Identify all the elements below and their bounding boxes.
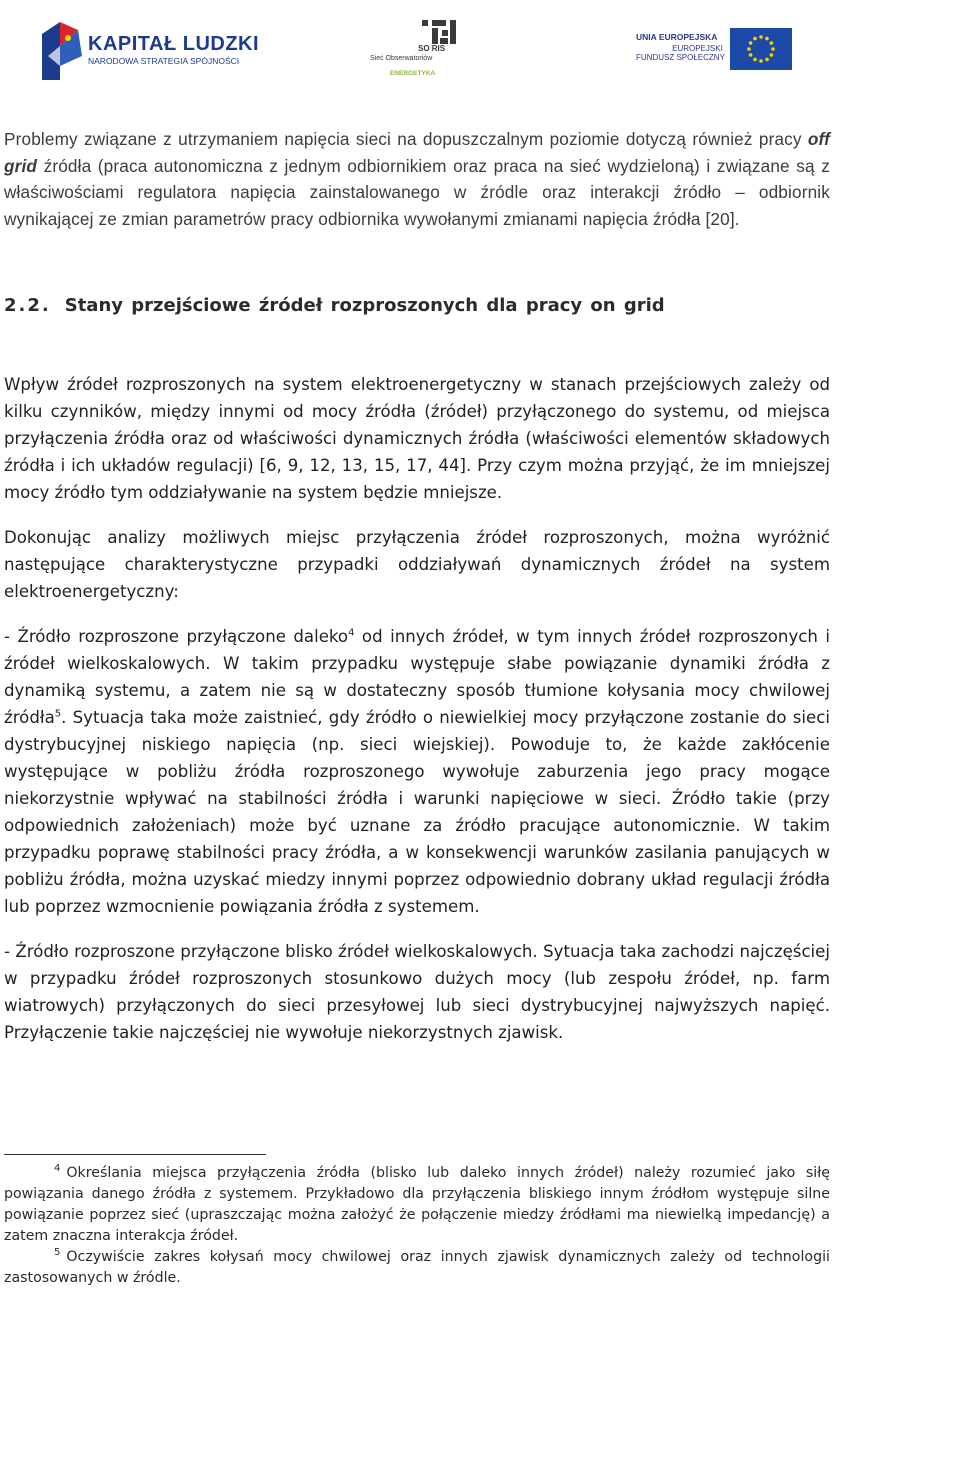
kapital-ludzki-title: KAPITAŁ LUDZKI — [88, 33, 260, 55]
footnote-ref-4[interactable]: 4 — [348, 627, 355, 639]
footnote-5-text: Oczywiście zakres kołysań mocy chwilowej oraz innych zjawisk dynamicznych zależy od technologii zastosowanych w źródle. — [4, 1249, 830, 1286]
eu-star — [753, 58, 757, 62]
eu-star — [770, 53, 774, 57]
footnote-5-number: 5 — [54, 1247, 61, 1259]
paragraph-intro-text-1: Problemy związane z utrzymaniem napięcia sieci na dopuszczalnym poziomie dotyczą również pracy — [4, 129, 808, 149]
ris-subtitle: Sieć Obserwatoriów — [370, 55, 433, 62]
eu-star — [753, 37, 757, 41]
ris-title: SO RIS — [418, 44, 446, 53]
paragraph-intro-text-2: źródła (praca autonomiczna z jednym odbiornikiem oraz praca na sieć wydzieloną) i związane są z właściwościami regulatora napięcia zainstalowanego w źródle oraz interakcji źródło – odbiornik wynikającej ze zmian parametrów pracy odbiornika wywołanymi zmianami napięcia źródła [20]. — [4, 155, 830, 229]
footnote-4-number: 4 — [54, 1163, 61, 1175]
kapital-ludzki-logo — [38, 14, 260, 84]
eu-star — [771, 47, 775, 51]
footnotes — [4, 1154, 830, 1289]
case-far-text-3: . Sytuacja taka może zaistnieć, gdy źródło o niewielkiej mocy przyłączone zostanie do sieci dystrybucyjnej niskiego napięcia (np. sieci wiejskiej). Powoduje to, że każde zakłócenie występujące w pobliżu źródła rozproszonego wywołuje zaburzenia jego pracy mogące niekorzystnie wpływać na stabilności źródła i warunki napięciowe w sieci. Źródło takie (przy odpowiednich założeniach) może być uznane za źródło pracujące autonomicznie. W takim przypadku poprawę stabilności pracy źródła, a w konsekwencji warunków zasilania panujących w pobliżu źródła, można uzyskać miedzy innymi poprzez odpowiednio dobrany układ regulacji źródła lub poprzez wzmocnienie powiązania źródła z systemem. — [4, 708, 830, 916]
footnote-4-text: Określania miejsca przyłączenia źródła (blisko lub daleko innych źródeł) należy rozumieć jako siłę powiązania danego źródła z systemem. Przykładowo dla przyłączenia bliskiego innym źródłom występuje silne powiązanie poprzez sieć (upraszczając można założyć że połączenie miedzy źródłami ma niewielką impedancję) a zatem znaczna interakcja źródeł. — [4, 1165, 830, 1244]
case-far-text-1: - Źródło rozproszone przyłączone daleko — [4, 627, 349, 646]
eu-star — [749, 53, 753, 57]
paragraph-influence: Wpływ źródeł rozproszonych na system elektroenergetyczny w stanach przejściowych zależy od kilku czynników, między innymi od mocy źródła (źródeł) przyłączonego do systemu, od miejsca przyłączenia źródła oraz od właściwości dynamicznych źródła (właściwości elementów składowych źródła i ich układów regulacji) [6, 9, 12, 13, 15, 17, 44]. Przy czym można przyjąć, że im mniejszej mocy źródło tym oddziaływanie na system będzie mniejsze. — [4, 375, 830, 502]
paragraph-case-near: - Źródło rozproszone przyłączone blisko źródeł wielkoskalowych. Sytuacja taka zachodzi najczęściej w przypadku źródeł rozproszonych stosunkowo dużych mocy (lub zespołu źródeł, np. farm wiatrowych) przyłączonych do sieci przesyłowej lub sieci dystrybucyjnej najwyższych napięć. Przyłączenie takie najczęściej nie wywołuje niekorzystnych zjawisk. — [4, 942, 830, 1042]
eu-star — [759, 35, 763, 39]
eu-title: UNIA EUROPEJSKA — [636, 32, 718, 42]
eu-star — [770, 41, 774, 45]
footnote-divider — [4, 1154, 266, 1155]
case-far-text-2: od innych źródeł, w tym innych źródeł rozproszonych i źródeł wielkoskalowych. W takim przypadku występuje słabe powiązanie dynamiki źródła z dynamiką systemu, a zatem nie są w dostateczny sposób tłumione kołysania mocy chwilowej źródła — [4, 627, 830, 727]
ris-energetyka-label: ENERGETYKA — [390, 70, 436, 77]
section-title: Stany przejściowe źródeł rozproszonych dla pracy on grid — [64, 295, 665, 316]
eu-star — [765, 37, 769, 41]
ris-logo — [366, 18, 476, 80]
eu-fund-line1: EUROPEJSKI — [672, 44, 723, 53]
eu-star — [747, 47, 751, 51]
eu-fund-line2: FUNDUSZ SPOŁECZNY — [636, 53, 725, 62]
kapital-ludzki-emblem-icon — [38, 16, 86, 82]
eu-fund-name — [636, 44, 725, 62]
page-header — [0, 0, 960, 90]
paragraph-analysis: Dokonując analizy możliwych miejsc przyłączenia źródeł rozproszonych, można wyróżnić następujące charakterystyczne przypadki oddziaływań dynamicznych źródeł na system elektroenergetyczny: — [4, 528, 830, 601]
eu-star — [749, 41, 753, 45]
eu-logo — [634, 26, 794, 72]
eu-star — [765, 58, 769, 62]
footnote-5 — [4, 1247, 830, 1289]
section-number: 2.2. — [4, 295, 51, 316]
eu-flag-icon — [730, 28, 792, 70]
paragraph-intro-italic: off grid — [4, 129, 830, 176]
section-heading — [4, 292, 830, 319]
footnote-ref-5[interactable]: 5 — [54, 708, 62, 720]
paragraph-case-far — [4, 623, 830, 920]
paragraph-intro — [4, 126, 830, 232]
footnote-4 — [4, 1163, 830, 1247]
kapital-ludzki-subtitle: NARODOWA STRATEGIA SPÓJNOŚCI — [88, 56, 240, 66]
document-body — [4, 126, 830, 1046]
eu-star — [759, 59, 763, 63]
